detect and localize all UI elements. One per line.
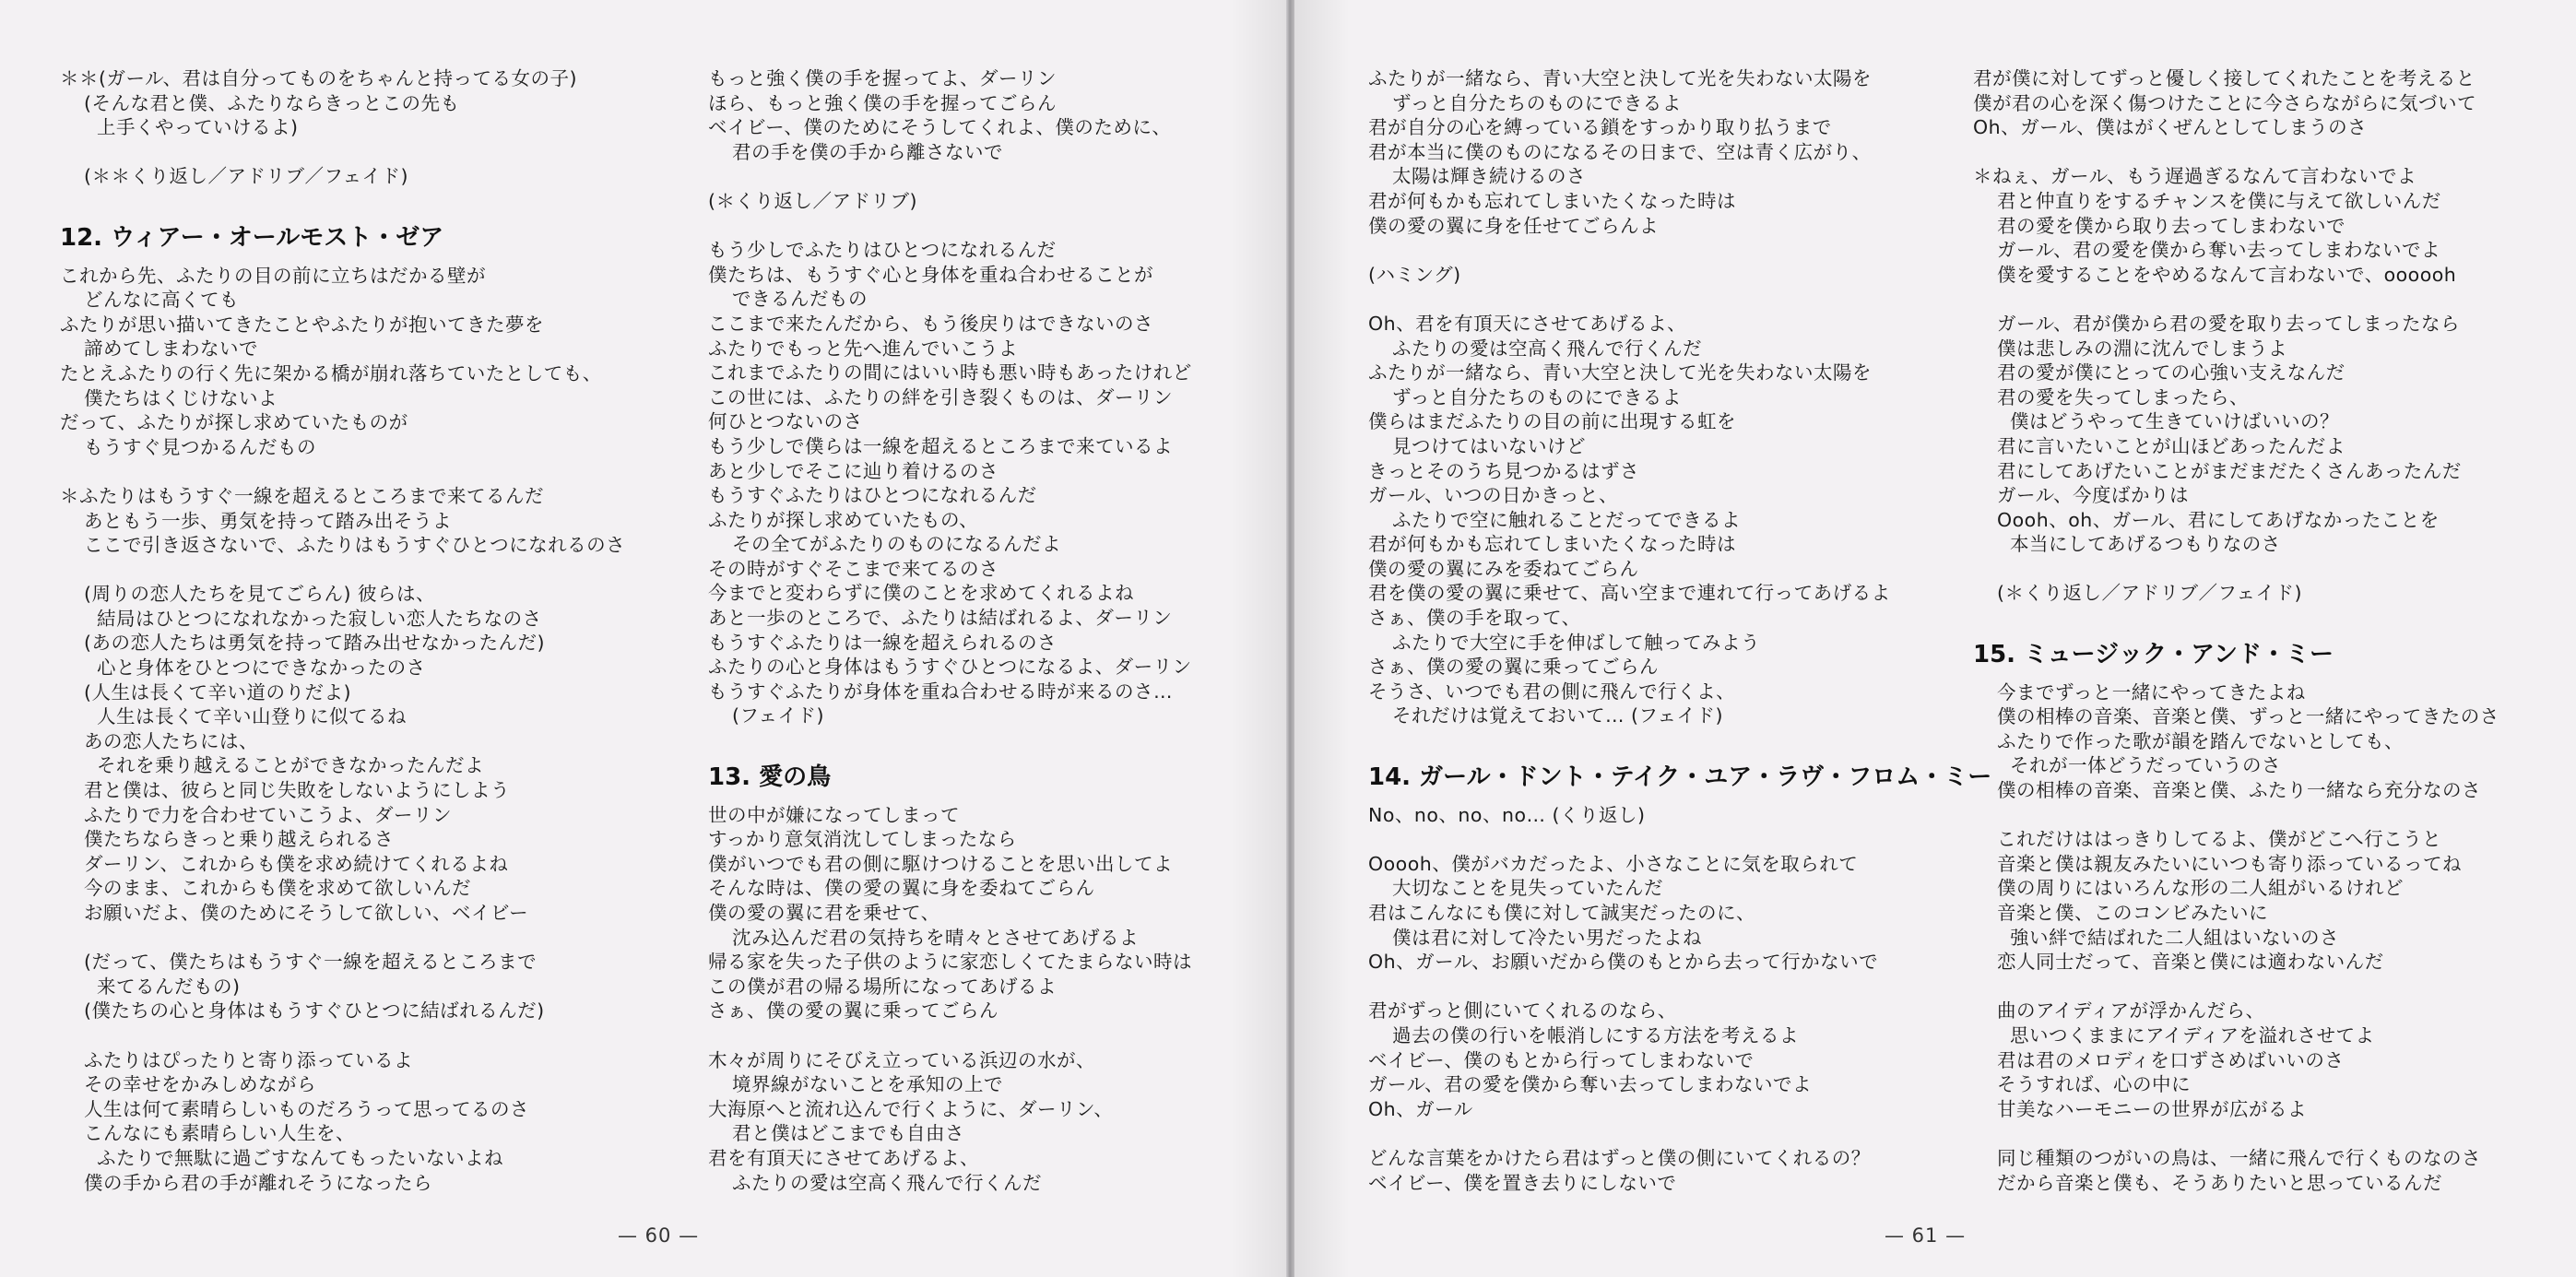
song-title: 12. ウィアー・オールモスト・ゼア [60,223,444,252]
binding-gutter [1286,0,1294,1277]
lyric-line: もうすぐふたりが身体を重ね合わせる時が来るのさ… [708,680,1173,703]
blank-line [1973,606,2535,631]
lyric-line: ＊＊(ガール、君は自分ってものをちゃんと持ってる女の子) [60,67,577,89]
lyric-line: 僕の相棒の音楽、音楽と僕、ずっと一緒にやってきたのさ [1997,705,2499,728]
lyric-line: 君を僕の愛の翼に乗せて、高い空まで連れて行ってあげるよ [1368,582,1891,605]
lyric-line: ベイビー、僕のもとから行ってしまわないで [1368,1048,1755,1071]
blank-line [708,1023,1270,1048]
lyric-line: 僕らはまだふたりの目の前に出現する虹を [1368,410,1736,433]
blank-line [60,189,622,214]
lyric-line: 君が何もかも忘れてしまいたくなった時は [1368,533,1736,556]
lyric-line: 結局はひとつになれなかった寂しい恋人たちなのさ [97,607,542,630]
lyric-line: (＊くり返し／アドリブ／フェイド) [1997,582,2302,605]
lyric-line: その時がすぐそこまで来てるのさ [708,557,998,580]
lyrics-column-4 [1973,66,2535,1195]
lyric-line: ふたりでもっと先へ進んでいこうよ [708,337,1018,360]
lyric-line: もうすぐふたりはひとつになれるんだ [708,484,1037,507]
lyric-line: 音楽と僕、このコンビみたいに [1997,902,2268,924]
lyric-line: 恋人同士だって、音楽と僕には適わないんだ [1997,951,2384,974]
lyric-line: Ooooh、僕がバカだったよ、小さなことに気を取られて [1368,852,1859,875]
lyric-line: 君に言いたいことが山ほどあったんだよ [1997,434,2346,457]
blank-line [60,140,622,165]
lyric-line: 僕の愛の翼に君を乗せて、 [708,902,940,924]
lyric-line: ベイビー、僕を置き去りにしないで [1368,1171,1677,1194]
lyric-line: 僕は君に対して冷たい男だったよね [1392,926,1702,949]
lyric-line: ずっと自分たちのものにできるよ [1392,91,1682,114]
lyric-line: 過去の僕の行いを帳消しにする方法を考えるよ [1392,1023,1799,1046]
lyric-line: 甘美なハーモニーの世界が広がるよ [1997,1097,2307,1120]
lyric-line: ベイビー、僕のためにそうしてくれよ、僕のために、 [708,116,1172,139]
right-page [1294,0,2576,1277]
lyric-line: 音楽と僕は親友みたいにいつも寄り添っているってね [1997,852,2462,875]
left-page [0,0,1286,1277]
lyric-line: ふたりが一緒なら、青い大空と決して光を失わない太陽を [1368,67,1872,89]
lyric-line: 僕の相棒の音楽、音楽と僕、ふたり一緒なら充分なのさ [1997,779,2481,802]
lyric-line: それが一体どうだっていうのさ [2010,754,2281,777]
lyric-line: (フェイド) [732,704,824,727]
blank-line [1368,827,1931,852]
lyric-line: もう少しで僕らは一線を超えるところまで来ているよ [708,434,1173,457]
lyric-line: 君が本当に僕のものになるその日まで、空は青く広がり、 [1368,140,1872,163]
lyric-line: ここで引き返さないで、ふたりはもうすぐひとつになれるのさ [84,534,626,557]
lyric-line: 来てるんだもの) [97,975,241,998]
lyric-line: どんな言葉をかけたら君はずっと僕の側にいてくれるの？ [1368,1146,1871,1169]
lyric-line: その幸せをかみしめながら [84,1073,316,1096]
blank-line [60,1023,622,1048]
lyric-line: ＊ふたりはもうすぐ一線を超えるところまで来てるんだ [60,484,544,507]
lyric-line: 沈み込んだ君の気持ちを晴々とさせてあげるよ [732,926,1139,949]
lyric-line: ほら、もっと強く僕の手を握ってごらん [708,91,1057,114]
lyric-line: ふたりはぴったりと寄り添っているよ [84,1048,413,1071]
lyric-line: もうすぐふたりは一線を超えられるのさ [708,631,1057,654]
lyric-line: (あの恋人たちは勇気を持って踏み出せなかったんだ) [84,632,545,655]
lyric-line: それだけは覚えておいて… (フェイド) [1392,704,1723,727]
lyric-line: こんなにも素晴らしい人生を、 [84,1122,355,1145]
lyric-line: 君がずっと側にいてくれるのなら、 [1368,999,1677,1023]
lyric-line: 君の手を僕の手から離さないで [732,140,1003,163]
lyric-line: 君の愛を僕から取り去ってしまわないで [1997,214,2346,237]
lyric-line: (そんな君と僕、ふたりならきっとこの先も [84,91,460,114]
lyric-line: ここまで来たんだから、もう後戻りはできないのさ [708,312,1153,335]
lyric-line: そうすれば、心の中に [1997,1073,2191,1096]
lyric-line: Oh、ガール [1368,1097,1473,1120]
lyric-line: どんなに高くても [84,289,239,312]
lyric-line: 同じ種類のつがいの鳥は、一緒に飛んで行くものなのさ [1997,1146,2481,1169]
lyric-line: 僕の愛の翼にみを委ねてごらん [1368,557,1639,580]
lyric-line: 心と身体をひとつにできなかったのさ [97,656,426,680]
lyric-line: 世の中が嫌になってしまって [708,803,960,826]
blank-line [1368,238,1931,263]
lyric-line: (＊くり返し／アドリブ) [708,189,917,212]
lyric-line: だから音楽と僕も、そうありたいと思っているんだ [1997,1171,2442,1194]
lyrics-column-2 [708,66,1270,1195]
lyric-line: (僕たちの心と身体はもうすぐひとつに結ばれるんだ) [84,999,545,1023]
lyric-line: 大海原へと流れ込んで行くように、ダーリン、 [708,1097,1114,1120]
lyric-line: あと少しでそこに辿り着けるのさ [708,459,998,482]
lyric-line: ふたりの愛は空高く飛んで行くんだ [732,1171,1042,1194]
lyric-line: 君と仲直りをするチャンスを僕に与えて欲しいんだ [1997,189,2441,212]
lyric-line: 僕を愛することをやめるなんて言わないで、oooooh [1997,263,2457,286]
lyric-line: 君と僕はどこまでも自由さ [732,1122,964,1145]
lyric-line: 君はこんなにも僕に対して誠実だったのに、 [1368,902,1755,924]
lyric-line: 人生は何て素晴らしいものだろうって思ってるのさ [84,1097,529,1120]
lyric-line: ふたりで無駄に過ごすなんてもったいないよね [97,1146,503,1169]
lyric-line: たとえふたりの行く先に架かる橋が崩れ落ちていたとしても、 [60,361,602,384]
lyric-line: 見つけてはいないけど [1392,434,1586,457]
lyric-line: Oh、君を有頂天にさせてあげるよ、 [1368,312,1687,335]
blank-line [1973,803,2535,828]
lyric-line: お願いだよ、僕のためにそうして欲しい、ベイビー [84,902,529,924]
lyric-line: 本当にしてあげるつもりなのさ [2010,533,2281,556]
lyric-line: それを乗り越えることができなかったんだよ [97,754,484,777]
lyric-line: 僕たちはくじけないよ [84,386,278,409]
lyric-line: できるんだもの [732,288,868,311]
lyric-line: もうすぐ見つかるんだもの [84,435,316,458]
lyric-line: 木々が周りにそびえ立っている浜辺の水が、 [708,1048,1095,1071]
lyric-line: 諦めてしまわないで [84,337,258,361]
blank-line [1368,1121,1931,1146]
lyric-line: 君を有頂天にさせてあげるよ、 [708,1146,979,1169]
lyric-line: あと一歩のところで、ふたりは結ばれるよ、ダーリン [708,607,1173,630]
lyric-line: Oooh、oh、ガール、君にしてあげなかったことを [1997,508,2440,531]
song-title: 13. 愛の鳥 [708,763,832,791]
lyric-line: 君の愛を失ってしまったら、 [1997,385,2249,408]
lyric-line: あともう一歩、勇気を持って踏み出そうよ [84,509,452,532]
lyric-line: 思いつくままにアイディアを溢れさせてよ [2010,1023,2375,1046]
lyric-line: 僕たちならきっと乗り越えられるさ [84,828,394,851]
lyric-line: ふたりで空に触れることだってできるよ [1392,508,1741,531]
lyric-line: 僕がいつでも君の側に駆けつけることを思い出してよ [708,852,1173,875]
blank-line [1973,1121,2535,1146]
lyric-line: 僕の周りにはいろんな形の二人組がいるけれど [1997,877,2404,900]
lyric-line: この世には、ふたりの絆を引き裂くものは、ダーリン [708,385,1173,408]
lyric-line: 君が何もかも忘れてしまいたくなった時は [1368,189,1736,212]
lyric-line: この僕が君の帰る場所になってあげるよ [708,975,1057,998]
lyric-line: 僕の愛の翼に身を任せてごらんよ [1368,214,1659,237]
lyric-line: Oh、ガール、僕はがくぜんとしてしまうのさ [1973,116,2368,139]
lyric-line: さぁ、僕の愛の翼に乗ってごらん [1368,656,1659,679]
lyric-line: だって、ふたりが探し求めていたものが [60,411,408,434]
lyric-line: 大切なことを見失っていたんだ [1392,877,1663,900]
lyric-line: 君が僕に対してずっと優しく接してくれたことを考えると [1973,67,2476,89]
lyric-line: ふたりの心と身体はもうすぐひとつになるよ、ダーリン [708,656,1192,679]
lyric-line: これまでふたりの間にはいい時も悪い時もあったけれど [708,361,1192,384]
blank-line [60,558,622,583]
lyric-line: ふたりで作った歌が韻を踏んでないとしても、 [1997,729,2404,752]
lyric-line: 君は君のメロディを口ずさめばいいのさ [1997,1048,2345,1071]
lyric-line: もっと強く僕の手を握ってよ、ダーリン [708,67,1057,89]
blank-line [708,214,1270,239]
lyric-line: そんな時は、僕の愛の翼に身を委ねてごらん [708,877,1095,900]
lyric-line: きっとそのうち見つかるはずさ [1368,459,1639,482]
lyric-line: Oh、ガール、お願いだから僕のもとから去って行かないで [1368,951,1879,974]
lyric-line: ダーリン、これからも僕を求め続けてくれるよね [84,852,509,875]
lyric-line: 君と僕は、彼らと同じ失敗をしないようにしよう [84,779,510,802]
lyric-line: 曲のアイディアが浮かんだら、 [1997,999,2265,1023]
lyric-line: ガール、君の愛を僕から奪い去ってしまわないでよ [1997,239,2440,262]
lyric-line: No、no、no、no… (くり返し) [1368,803,1646,826]
lyric-line: あの恋人たちには、 [84,729,258,752]
lyric-line: ふたりの愛は空高く飛んで行くんだ [1392,337,1702,360]
lyrics-column-1 [60,66,626,1195]
lyric-line: 僕の手から君の手が離れそうになったら [84,1171,432,1194]
lyric-line: ガール、今度ばかりは [1997,484,2189,507]
blank-line [1368,975,1931,999]
blank-line [1973,557,2535,582]
lyric-line: 今までずっと一緒にやってきたよね [1997,680,2306,704]
lyric-line: (周りの恋人たちを見てごらん) 彼らは、 [84,583,436,606]
lyric-line: ふたりが一緒なら、青い大空と決して光を失わない太陽を [1368,361,1872,384]
lyric-line: さぁ、僕の愛の翼に乗ってごらん [708,999,998,1023]
lyric-line: 上手くやっていけるよ) [97,116,299,139]
lyric-line: 今までと変わらずに僕のことを求めてくれるよね [708,582,1134,605]
lyric-line: そうさ、いつでも君の側に飛んで行くよ、 [1368,680,1736,703]
lyric-line: 帰る家を失った子供のように家恋しくてたまらない時は [708,951,1192,974]
blank-line [1368,728,1931,753]
blank-line [708,728,1270,753]
blank-line [708,164,1270,189]
lyric-line: ＊ねぇ、ガール、もう遅過ぎるなんて言わないでよ [1973,165,2416,188]
lyric-line: 君が自分の心を縛っている鎖をすっかり取り払うまで [1368,116,1832,139]
song-title: 14. ガール・ドント・テイク・ユア・ラヴ・フロム・ミー [1368,763,1992,791]
lyric-line: 今のまま、これからも僕を求めて欲しいんだ [84,877,471,900]
lyric-line: ふたりが探し求めていたもの、 [708,508,979,531]
lyric-line: ずっと自分たちのものにできるよ [1392,385,1682,408]
blank-line [1368,287,1931,312]
lyric-line: 君にしてあげたいことがまだまだたくさんあったんだ [1997,459,2462,482]
lyric-line: 何ひとつないのさ [708,410,863,433]
lyric-line: ガール、君が僕から君の愛を取り去ってしまったなら [1997,312,2460,335]
blank-line [1973,287,2535,312]
lyric-line: さぁ、僕の手を取って、 [1368,607,1581,630]
song-title: 15. ミュージック・アンド・ミー [1973,640,2334,668]
blank-line [1973,140,2535,165]
lyric-line: ガール、君の愛を僕から奪い去ってしまわないでよ [1368,1073,1812,1096]
blank-line [60,459,622,484]
blank-line [1973,975,2535,999]
page-number-right: — 61 — [1885,1224,1967,1247]
lyric-line: 太陽は輝き続けるのさ [1392,165,1586,188]
lyric-line: その全てがふたりのものになるんだよ [732,533,1061,556]
lyric-line: (人生は長くて辛い道のりだよ) [84,680,351,704]
lyric-line: (だって、僕たちはもうすぐ一線を超えるところまで [84,951,538,974]
blank-line [60,926,622,951]
lyric-line: もう少しでふたりはひとつになれるんだ [708,239,1057,262]
lyrics-column-3 [1368,66,1992,1195]
lyric-line: 僕はどうやって生きていけばいいの？ [2010,410,2339,433]
lyric-line: 僕たちは、もうすぐ心と身体を重ね合わせることが [708,263,1153,286]
lyric-line: (＊＊くり返し／アドリブ／フェイド) [84,165,408,188]
lyric-line: これから先、ふたりの目の前に立ちはだかる壁が [60,264,486,287]
lyric-line: ふたりで力を合わせていこうよ、ダーリン [84,803,452,826]
lyric-line: 僕が君の心を深く傷つけたことに今さらながらに気づいて [1973,91,2476,114]
lyric-line: これだけははっきりしてるよ、僕がどこへ行こうと [1997,828,2442,851]
lyric-line: 人生は長くて辛い山登りに似てるね [97,705,407,728]
lyric-line: ふたりで大空に手を伸ばして触ってみよう [1392,631,1760,654]
lyric-line: すっかり意気消沈してしまったなら [708,828,1017,851]
lyric-line: 君の愛が僕にとっての心強い支えなんだ [1997,361,2346,384]
lyric-line: (ハミング) [1368,263,1461,286]
lyric-line: ふたりが思い描いてきたことやふたりが抱いてきた夢を [60,313,544,336]
lyric-line: ガール、いつの日かきっと、 [1368,484,1618,507]
lyric-line: 境界線がないことを承知の上で [732,1073,1003,1096]
lyric-line: 僕は悲しみの淵に沈んでしまうよ [1997,337,2287,360]
page-number-left: — 60 — [618,1224,700,1247]
lyric-line: 強い絆で結ばれた二人組はいないのさ [2010,926,2339,949]
